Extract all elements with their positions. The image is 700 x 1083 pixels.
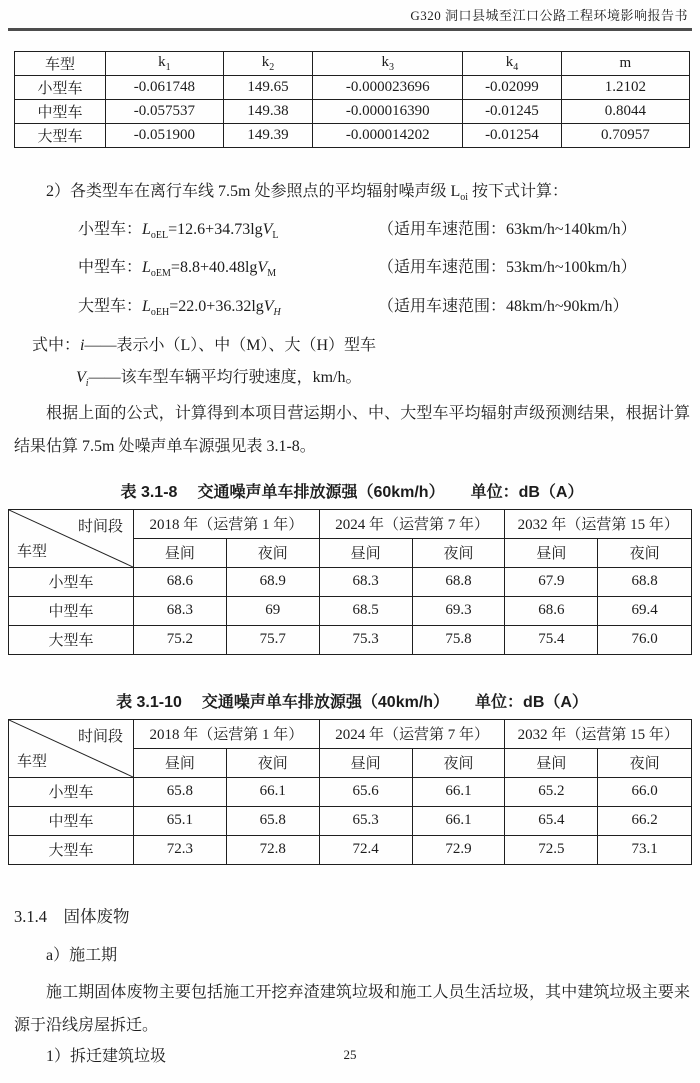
night-header: 夜间 — [598, 748, 692, 777]
night-header: 夜间 — [412, 538, 505, 567]
table-cell: 68.5 — [319, 596, 412, 625]
table-cell: 75.2 — [133, 625, 226, 654]
subsection-a-label: a）施工期 — [46, 946, 118, 964]
table-cell: 69 — [226, 596, 319, 625]
year-header: 2032 年（运营第 15 年） — [505, 509, 692, 538]
table-cell: 68.3 — [133, 596, 226, 625]
formula-where-v: $V_i——$该车型车辆平均行驶速度，km/h。 — [76, 368, 362, 389]
table-row — [9, 596, 692, 625]
table-cell: 72.8 — [226, 835, 319, 864]
row-label: 大型车 — [9, 625, 134, 654]
table-row — [9, 567, 692, 596]
diagonal-header-cell — [9, 719, 134, 777]
table-number: 表 3.1-8 — [120, 483, 178, 501]
table-cell: 68.8 — [412, 567, 505, 596]
table-cell: 149.38 — [223, 100, 313, 124]
table-row — [9, 625, 692, 654]
table-cell: -0.01254 — [463, 124, 562, 148]
formula-line-large-vehicle: 大型车：$L_{oEH}=22.0+36.32\lg V_H$ （适用车速范围：48km/h~90km/h） — [78, 297, 629, 318]
row-label: 中型车 — [15, 100, 106, 124]
table-cell: 65.6 — [319, 777, 412, 806]
day-header: 昼间 — [133, 538, 226, 567]
table-cell: 149.39 — [223, 124, 313, 148]
list-item-demolition-waste: 1）拆迁建筑垃圾 — [46, 1047, 167, 1065]
table-cell: 76.0 — [598, 625, 692, 654]
section-paragraph: 施工期固体废物主要包括施工开挖弃渣建筑垃圾和施工人员生活垃圾，其中建筑垃圾主要来源于沿线房屋拆迁。 — [14, 983, 690, 1034]
corner-label-period: 时间段 — [77, 728, 123, 745]
table-cell: 149.65 — [223, 76, 313, 100]
table-cell: -0.02099 — [463, 76, 562, 100]
table-row — [15, 76, 690, 100]
header-cell-k3: $k_3$ — [313, 52, 463, 76]
table-cell: 0.70957 — [561, 124, 689, 148]
row-label: 小型车 — [9, 777, 134, 806]
table-header-row — [15, 52, 690, 76]
table-cell: 66.1 — [412, 806, 505, 835]
diagonal-header-cell — [9, 509, 134, 567]
table-row — [9, 835, 692, 864]
noise-table-40kmh — [8, 719, 692, 865]
header-cell-m: m — [561, 52, 689, 76]
table-unit: 单位：dB（A） — [475, 693, 588, 711]
table-caption-40kmh — [14, 689, 690, 712]
table-number: 表 3.1-10 — [116, 693, 182, 711]
table-header-row — [9, 719, 692, 748]
table-header-row — [9, 509, 692, 538]
table-cell: -0.061748 — [106, 76, 223, 100]
table-cell: 65.1 — [133, 806, 226, 835]
table-cell: 72.5 — [505, 835, 598, 864]
formula-where-i: 式中：i——表示小（L）、中（M）、大（H）型车 — [32, 336, 377, 354]
row-label: 大型车 — [15, 124, 106, 148]
table-title: 交通噪声单车排放源强（40km/h） — [201, 693, 450, 711]
table-cell: -0.000023696 — [313, 76, 463, 100]
page-header-title: G320 洞口县城至江口公路工程环境影响报告书 — [8, 0, 692, 31]
table-caption-60kmh — [14, 479, 690, 502]
table-cell: 68.9 — [226, 567, 319, 596]
row-label: 中型车 — [9, 806, 134, 835]
corner-label-vehicle: 车型 — [17, 543, 48, 560]
table-cell: 65.8 — [226, 806, 319, 835]
year-header: 2018 年（运营第 1 年） — [133, 509, 319, 538]
day-header: 昼间 — [133, 748, 226, 777]
row-label: 小型车 — [9, 567, 134, 596]
table-cell: 68.6 — [133, 567, 226, 596]
header-cell-k2: $k_2$ — [223, 52, 313, 76]
table-cell: 69.3 — [412, 596, 505, 625]
body-paragraph: 根据上面的公式，计算得到本项目营运期小、中、大型车平均辐射声级预测结果，根据计算结果估算 7.5m 处噪声单车源强见表 3.1-8。 — [14, 404, 690, 455]
table-cell: 73.1 — [598, 835, 692, 864]
table-cell: 0.8044 — [561, 100, 689, 124]
table-cell: 68.6 — [505, 596, 598, 625]
table-cell: 72.9 — [412, 835, 505, 864]
table-cell: -0.000014202 — [313, 124, 463, 148]
night-header: 夜间 — [226, 748, 319, 777]
noise-table-60kmh — [8, 509, 692, 655]
table-title: 交通噪声单车排放源强（60km/h） — [197, 483, 445, 501]
table-cell: 68.8 — [598, 567, 692, 596]
day-header: 昼间 — [505, 538, 598, 567]
table-cell: 1.2102 — [561, 76, 689, 100]
table-cell: 75.4 — [505, 625, 598, 654]
speed-range-note: （适用车速范围：53km/h~100km/h） — [378, 259, 637, 277]
corner-label-period: 时间段 — [77, 518, 123, 535]
table-cell: 65.4 — [505, 806, 598, 835]
formula-line-small-vehicle: 小型车：$L_{oEL}=12.6+34.73\lg V_L$ （适用车速范围：63km/h~140km/h） — [78, 221, 637, 242]
table-row — [9, 777, 692, 806]
table-row — [9, 806, 692, 835]
table-cell: 72.3 — [133, 835, 226, 864]
header-cell-vehicle: 车型 — [15, 52, 106, 76]
table-cell: 66.1 — [226, 777, 319, 806]
table-cell: 75.3 — [319, 625, 412, 654]
table-cell: 65.3 — [319, 806, 412, 835]
year-header: 2032 年（运营第 15 年） — [505, 719, 692, 748]
table-cell: 68.3 — [319, 567, 412, 596]
table-cell: -0.000016390 — [313, 100, 463, 124]
page-content — [14, 51, 690, 1066]
night-header: 夜间 — [226, 538, 319, 567]
speed-range-note: （适用车速范围：63km/h~140km/h） — [378, 221, 637, 239]
table-unit: 单位：dB（A） — [470, 483, 584, 501]
row-label: 中型车 — [9, 596, 134, 625]
table-row — [15, 100, 690, 124]
table-row — [15, 124, 690, 148]
row-label: 小型车 — [15, 76, 106, 100]
year-header: 2018 年（运营第 1 年） — [133, 719, 319, 748]
night-header: 夜间 — [412, 748, 505, 777]
table-cell: -0.01245 — [463, 100, 562, 124]
year-header: 2024 年（运营第 7 年） — [319, 719, 505, 748]
table-cell: -0.057537 — [106, 100, 223, 124]
header-cell-k4: $k_4$ — [463, 52, 562, 76]
table-cell: 66.0 — [598, 777, 692, 806]
corner-label-vehicle: 车型 — [17, 753, 48, 770]
row-label: 大型车 — [9, 835, 134, 864]
table-cell: 67.9 — [505, 567, 598, 596]
day-header: 昼间 — [319, 748, 412, 777]
day-header: 昼间 — [319, 538, 412, 567]
header-cell-k1: $k_1$ — [106, 52, 223, 76]
section-heading: 3.1.4 固体废物 — [14, 906, 130, 926]
formula-intro: 2）各类型车在离行车线 7.5m 处参照点的平均辐射噪声级 $L_{oi}$ 按下式计算： — [46, 183, 569, 204]
table-cell: -0.051900 — [106, 124, 223, 148]
table-cell: 69.4 — [598, 596, 692, 625]
coefficient-table — [14, 51, 690, 148]
speed-range-note: （适用车速范围：48km/h~90km/h） — [378, 297, 629, 315]
table-cell: 75.8 — [412, 625, 505, 654]
table-cell: 75.7 — [226, 625, 319, 654]
table-cell: 66.2 — [598, 806, 692, 835]
formula-line-medium-vehicle: 中型车：$L_{oEM}=8.8+40.48\lg V_M$ （适用车速范围：53km/h~100km/h） — [78, 259, 637, 280]
table-cell: 65.8 — [133, 777, 226, 806]
year-header: 2024 年（运营第 7 年） — [319, 509, 505, 538]
page-number: 25 — [343, 1047, 357, 1062]
day-header: 昼间 — [505, 748, 598, 777]
table-cell: 72.4 — [319, 835, 412, 864]
night-header: 夜间 — [598, 538, 692, 567]
table-cell: 65.2 — [505, 777, 598, 806]
table-cell: 66.1 — [412, 777, 505, 806]
